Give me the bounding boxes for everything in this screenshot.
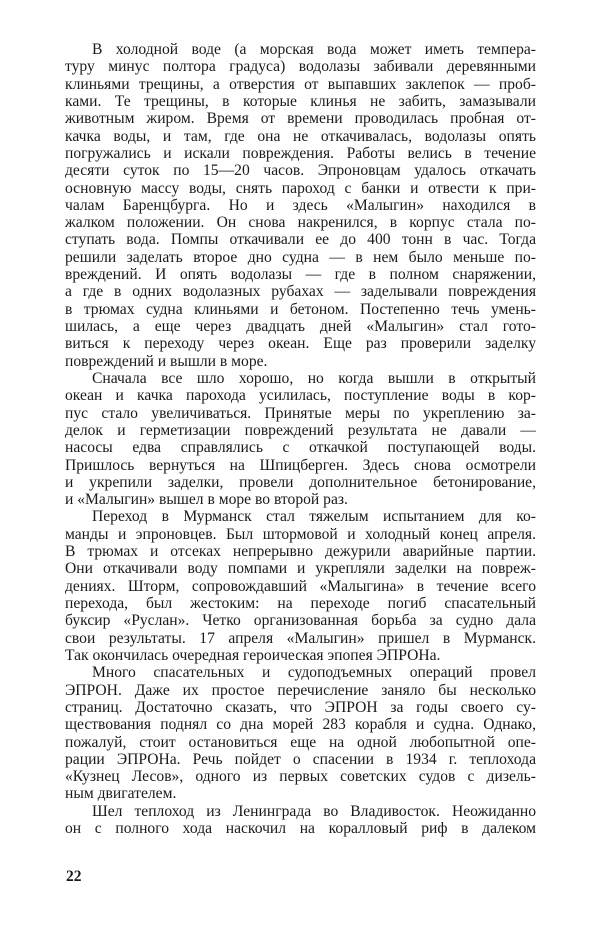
text-line: страниц. Достаточно сказать, что ЭПРОН за годы своего су- [65,698,536,716]
text-line: В трюмах и отсеках непрерывно дежурили аварийные партии. [65,543,536,561]
text-line: Сначала все шло хорошо, но когда вышли в открытый [92,369,536,387]
text-line: и «Малыгин» вышел в море во второй раз. [65,491,348,509]
text-line: пус стало увеличиваться. Принятые меры по укреплению за- [65,404,536,422]
text-line: основную массу воды, снять пароход с банки и отвести к при- [65,179,536,197]
text-line: и укрепили заделки, провели дополнительное бетонирование, [65,473,536,491]
text-line: дениях. Шторм, сопровождавший «Малыгина» в течение всего [65,577,536,595]
text-line: перехода, был жестоким: на переходе погиб спасательный [65,595,536,612]
text-line: океан и качка парохода усилилась, поступление воды в кор- [65,387,536,405]
text-line: буксир «Руслан». Четко организованная борьба за судно дала [65,612,536,630]
text-line: насосы едва справлялись с откачкой поступающей воды. [65,439,536,457]
text-line: ступать вода. Помпы откачивали ее до 400 тонн в час. Тогда [65,231,536,249]
text-line: в трюмах судна клиньями и бетоном. Постепенно течь умень- [65,300,536,318]
text-line: чалам Баренцбурга. Но и здесь «Малыгин» находился в [65,196,536,214]
text-line: В холодной воде (а морская вода может иметь темпера- [92,41,536,58]
text-line: клиньями трещины, а отверстия от выпавших заклепок — проб- [65,75,536,93]
text-line: погружались и искали повреждения. Работы велись в течение [65,144,536,162]
text-line: ЭПРОН. Даже их простое перечисление заняло бы несколько [65,681,536,699]
text-line: пожалуй, стоит остановиться еще на одной любопытной опе- [65,733,536,751]
text-line: свои результаты. 17 апреля «Малыгин» пришел в Мурманск. [65,629,536,647]
text-line: шилась, а еще через двадцать дней «Малыгин» стал гото- [65,318,536,335]
text-line: Пришлось вернуться на Шпицберген. Здесь снова осмотрели [65,456,536,474]
text-line: Шел теплоход из Ленинграда во Владивосток. Неожиданно [92,802,536,820]
text-line: Так окончилась очередная героическая эпопея ЭПРОНа. [65,646,441,664]
text-line: туру минус полтора градуса) водолазы забивали деревянными [65,58,536,76]
text-line: десяти суток по 15—20 часов. Эпроновцам удалось откачать [65,162,536,180]
text-line: ками. Те трещины, в которые клинья не забить, замазывали [65,92,536,110]
text-line: повреждений и вышли в море. [65,352,268,370]
text-line: рации ЭПРОНа. Речь пойдет о спасении в 1934 г. теплохода [65,750,536,768]
text-line: решили заделать второе дно судна — в нем было меньше по- [65,248,536,266]
text-line: Много спасательных и судоподъемных операций провел [92,664,536,682]
text-line: Переход в Мурманск стал тяжелым испытанием для ко- [92,508,536,526]
text-line: «Кузнец Лесов», одного из первых советских судов с дизель- [65,768,536,786]
text-line: виться к переходу через океан. Еще раз проверили заделку [65,335,536,353]
text-line: манды и эпроновцев. Был штормовой и холодный конец апреля. [65,525,536,543]
text-line: ным двигателем. [65,785,177,803]
page-text [65,41,536,837]
text-line: вреждений. И опять водолазы — где в полном снаряжении, [65,266,536,284]
text-line: жалком положении. Он снова накренился, в корпус стала по- [65,214,536,232]
text-line: ществования поднял со дна морей 283 корабля и судна. Однако, [65,716,536,734]
text-line: животным жиром. Время от времени проводилась пробная от- [65,110,536,128]
text-line: он с полного хода наскочил на коралловый риф в далеком [65,820,536,838]
page-number: 22 [66,868,82,885]
text-line: делок и герметизации повреждений результата не давали — [65,421,536,439]
text-line: Они откачивали воду помпами и укрепляли заделки на повреж- [65,560,536,578]
text-line: а где в одних водолазных рубахах — заделывали повреждения [65,283,536,301]
text-line: качка воды, и там, где она не откачивалась, водолазы опять [65,127,536,145]
